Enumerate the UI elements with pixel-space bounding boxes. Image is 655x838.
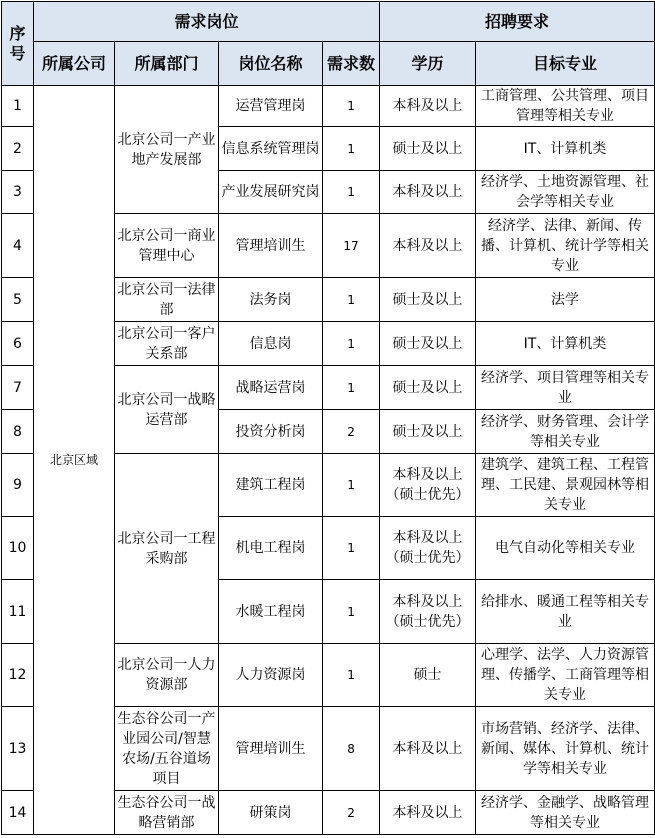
position-cell: 信息岗	[219, 322, 323, 366]
position-cell: 产业发展研究岗	[219, 171, 323, 214]
position-cell: 管理培训生	[219, 214, 323, 278]
seq-cell: 9	[2, 454, 34, 517]
count-cell: 1	[323, 580, 380, 644]
department-cell: 北京公司一人力资源部	[115, 644, 219, 707]
education-cell: 本科及以上	[380, 171, 476, 214]
major-cell: 建筑学、建筑工程、工程管理、工民建、景观园林等相关专业	[476, 454, 655, 517]
seq-cell: 1	[2, 86, 34, 127]
count-cell: 1	[323, 366, 380, 410]
department-cell: 北京公司一商业管理中心	[115, 214, 219, 278]
count-cell: 1	[323, 322, 380, 366]
department-cell: 北京公司一产业地产发展部	[115, 86, 219, 214]
education-cell: 本科及以上（硕士优先）	[380, 580, 476, 644]
seq-cell: 7	[2, 366, 34, 410]
education-cell: 硕士及以上	[380, 127, 476, 171]
count-cell: 17	[323, 214, 380, 278]
major-cell: 经济学、项目管理等相关专业	[476, 366, 655, 410]
position-cell: 信息系统管理岗	[219, 127, 323, 171]
count-cell: 8	[323, 707, 380, 791]
education-cell: 硕士及以上	[380, 322, 476, 366]
count-cell: 1	[323, 454, 380, 517]
seq-cell: 11	[2, 580, 34, 644]
department-cell: 北京公司一法律部	[115, 278, 219, 322]
department-cell: 北京公司一客户关系部	[115, 322, 219, 366]
major-cell: 经济学、土地资源管理、社会学等相关专业	[476, 171, 655, 214]
education-cell: 硕士	[380, 644, 476, 707]
seq-cell: 13	[2, 707, 34, 791]
department-cell: 北京公司一工程采购部	[115, 454, 219, 644]
major-cell: IT、计算机类	[476, 322, 655, 366]
position-cell: 研策岗	[219, 791, 323, 835]
count-cell: 1	[323, 517, 380, 580]
position-cell: 管理培训生	[219, 707, 323, 791]
major-cell: 经济学、金融学、战略管理等相关专业	[476, 791, 655, 835]
position-cell: 法务岗	[219, 278, 323, 322]
education-cell: 本科及以上（硕士优先）	[380, 517, 476, 580]
education-cell: 本科及以上	[380, 707, 476, 791]
count-cell: 1	[323, 171, 380, 214]
seq-cell: 12	[2, 644, 34, 707]
position-cell: 建筑工程岗	[219, 454, 323, 517]
position-header: 岗位名称	[219, 42, 323, 86]
seq-cell: 5	[2, 278, 34, 322]
education-cell: 本科及以上	[380, 86, 476, 127]
seq-header: 序号	[2, 2, 34, 86]
education-cell: 硕士及以上	[380, 410, 476, 454]
company-header: 所属公司	[34, 42, 115, 86]
education-cell: 本科及以上（硕士优先）	[380, 454, 476, 517]
seq-cell: 4	[2, 214, 34, 278]
positions-group-header: 需求岗位	[34, 2, 380, 42]
major-cell: 给排水、暖通工程等相关专业	[476, 580, 655, 644]
seq-cell: 6	[2, 322, 34, 366]
department-header: 所属部门	[115, 42, 219, 86]
education-cell: 本科及以上	[380, 214, 476, 278]
seq-cell: 3	[2, 171, 34, 214]
major-cell: 电气自动化等相关专业	[476, 517, 655, 580]
major-cell: 市场营销、经济学、法律、新闻、媒体、计算机、统计学等相关专业	[476, 707, 655, 791]
major-cell: 工商管理、公共管理、项目管理等相关专业	[476, 86, 655, 127]
position-cell: 战略运营岗	[219, 366, 323, 410]
recruitment-table	[1, 1, 655, 835]
position-cell: 人力资源岗	[219, 644, 323, 707]
education-header: 学历	[380, 42, 476, 86]
major-header: 目标专业	[476, 42, 655, 86]
major-cell: 经济学、财务管理、会计学等相关专业	[476, 410, 655, 454]
seq-cell: 2	[2, 127, 34, 171]
count-cell: 1	[323, 644, 380, 707]
seq-cell: 8	[2, 410, 34, 454]
company-cell: 北京区域	[34, 86, 115, 835]
major-cell: 心理学、法学、人力资源管理、传播学、工商管理等相关专业	[476, 644, 655, 707]
count-cell: 2	[323, 410, 380, 454]
department-cell: 生态谷公司一产业园公司/智慧农场/五谷道场项目	[115, 707, 219, 791]
education-cell: 本科及以上	[380, 791, 476, 835]
major-cell: 经济学、法律、新闻、传播、计算机、统计学等相关专业	[476, 214, 655, 278]
department-cell: 北京公司一战略运营部	[115, 366, 219, 454]
count-cell: 1	[323, 86, 380, 127]
position-cell: 投资分析岗	[219, 410, 323, 454]
count-header: 需求数	[323, 42, 380, 86]
count-cell: 1	[323, 127, 380, 171]
department-cell: 生态谷公司一战略营销部	[115, 791, 219, 835]
table-row	[2, 86, 655, 127]
position-cell: 机电工程岗	[219, 517, 323, 580]
seq-cell: 10	[2, 517, 34, 580]
count-cell: 2	[323, 791, 380, 835]
major-cell: 法学	[476, 278, 655, 322]
requirements-group-header: 招聘要求	[380, 2, 655, 42]
major-cell: IT、计算机类	[476, 127, 655, 171]
education-cell: 硕士及以上	[380, 278, 476, 322]
position-cell: 运营管理岗	[219, 86, 323, 127]
seq-cell: 14	[2, 791, 34, 835]
position-cell: 水暖工程岗	[219, 580, 323, 644]
education-cell: 硕士及以上	[380, 366, 476, 410]
count-cell: 1	[323, 278, 380, 322]
